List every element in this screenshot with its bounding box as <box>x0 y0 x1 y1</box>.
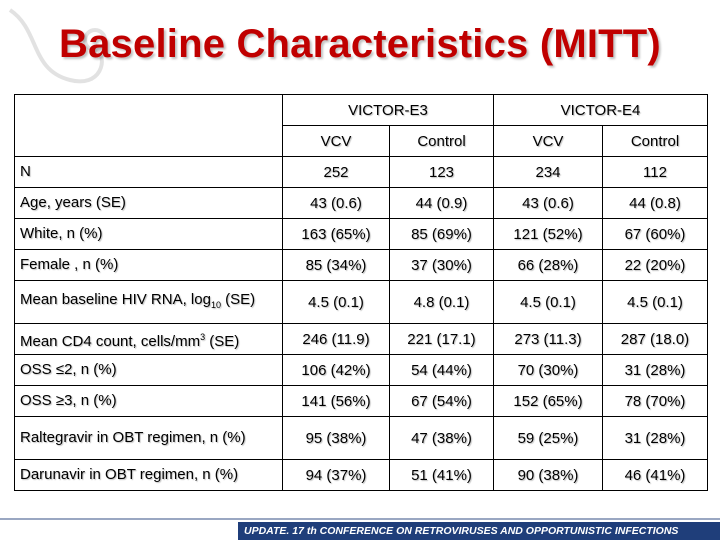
table-cell: 4.5 (0.1) <box>494 281 603 324</box>
table-cell: 221 (17.1) <box>390 324 494 355</box>
row-label: Darunavir in OBT regimen, n (%) <box>15 460 283 491</box>
table-cell: 54 (44%) <box>390 355 494 386</box>
baseline-characteristics-table <box>14 94 708 491</box>
row-label: OSS ≤2, n (%) <box>15 355 283 386</box>
table-row <box>15 188 708 219</box>
table-cell: 95 (38%) <box>283 417 390 460</box>
table-cell: 85 (34%) <box>283 250 390 281</box>
table-cell: 287 (18.0) <box>603 324 708 355</box>
row-label: White, n (%) <box>15 219 283 250</box>
table-cell: 31 (28%) <box>603 355 708 386</box>
table-row <box>15 157 708 188</box>
table-cell: 141 (56%) <box>283 386 390 417</box>
slide-title: Baseline Characteristics (MITT) <box>59 22 661 66</box>
table-row <box>15 219 708 250</box>
table-cell: 246 (11.9) <box>283 324 390 355</box>
header-empty-cell <box>15 95 283 157</box>
row-label-main: Mean CD4 count, cells/mm <box>20 332 201 350</box>
table-cell: 37 (30%) <box>390 250 494 281</box>
table-cell: 44 (0.8) <box>603 188 708 219</box>
table-row <box>15 324 708 355</box>
row-label: Age, years (SE) <box>15 188 283 219</box>
row-label-main: Mean baseline HIV RNA, log <box>20 290 211 308</box>
table-cell: 51 (41%) <box>390 460 494 491</box>
table-cell: 47 (38%) <box>390 417 494 460</box>
table-row <box>15 386 708 417</box>
table-cell: 94 (37%) <box>283 460 390 491</box>
group-header-victor-e3: VICTOR-E3 <box>283 95 494 126</box>
arm-header: VCV <box>494 126 603 157</box>
table-cell: 85 (69%) <box>390 219 494 250</box>
table-cell: 70 (30%) <box>494 355 603 386</box>
table-cell: 90 (38%) <box>494 460 603 491</box>
footer-stripe <box>0 518 720 520</box>
table-cell: 67 (60%) <box>603 219 708 250</box>
table-row <box>15 250 708 281</box>
row-label <box>15 281 283 324</box>
table-cell: 43 (0.6) <box>494 188 603 219</box>
table-cell: 152 (65%) <box>494 386 603 417</box>
arm-header: VCV <box>283 126 390 157</box>
table-cell: 234 <box>494 157 603 188</box>
table-cell: 273 (11.3) <box>494 324 603 355</box>
conference-footer-banner: UPDATE. 17 th CONFERENCE ON RETROVIRUSES AND OPPORTUNISTIC INFECTIONS <box>238 522 720 540</box>
row-label-tail: (SE) <box>205 332 240 350</box>
table-group-header-row <box>15 95 708 126</box>
row-label: OSS ≥3, n (%) <box>15 386 283 417</box>
row-label: N <box>15 157 283 188</box>
group-header-victor-e4: VICTOR-E4 <box>494 95 708 126</box>
arm-header: Control <box>390 126 494 157</box>
table-cell: 44 (0.9) <box>390 188 494 219</box>
table-cell: 4.5 (0.1) <box>603 281 708 324</box>
table-row <box>15 281 708 324</box>
table-cell: 22 (20%) <box>603 250 708 281</box>
table-cell: 46 (41%) <box>603 460 708 491</box>
row-label: Female , n (%) <box>15 250 283 281</box>
table-cell: 252 <box>283 157 390 188</box>
table-cell: 66 (28%) <box>494 250 603 281</box>
table-cell: 4.8 (0.1) <box>390 281 494 324</box>
row-label-tail: (SE) <box>220 290 256 308</box>
table-cell: 43 (0.6) <box>283 188 390 219</box>
table-row <box>15 417 708 460</box>
table-cell: 59 (25%) <box>494 417 603 460</box>
row-label-subscript: 10 <box>210 299 221 310</box>
table-cell: 67 (54%) <box>390 386 494 417</box>
table-cell: 31 (28%) <box>603 417 708 460</box>
table-row <box>15 355 708 386</box>
table-cell: 163 (65%) <box>283 219 390 250</box>
table-cell: 78 (70%) <box>603 386 708 417</box>
row-label <box>15 324 283 355</box>
row-label: Raltegravir in OBT regimen, n (%) <box>15 417 283 460</box>
baseline-table-wrapper <box>14 94 707 491</box>
table-cell: 4.5 (0.1) <box>283 281 390 324</box>
row-label-superscript: 3 <box>200 331 206 342</box>
table-cell: 121 (52%) <box>494 219 603 250</box>
arm-header: Control <box>603 126 708 157</box>
table-cell: 123 <box>390 157 494 188</box>
table-cell: 112 <box>603 157 708 188</box>
table-row <box>15 460 708 491</box>
table-cell: 106 (42%) <box>283 355 390 386</box>
